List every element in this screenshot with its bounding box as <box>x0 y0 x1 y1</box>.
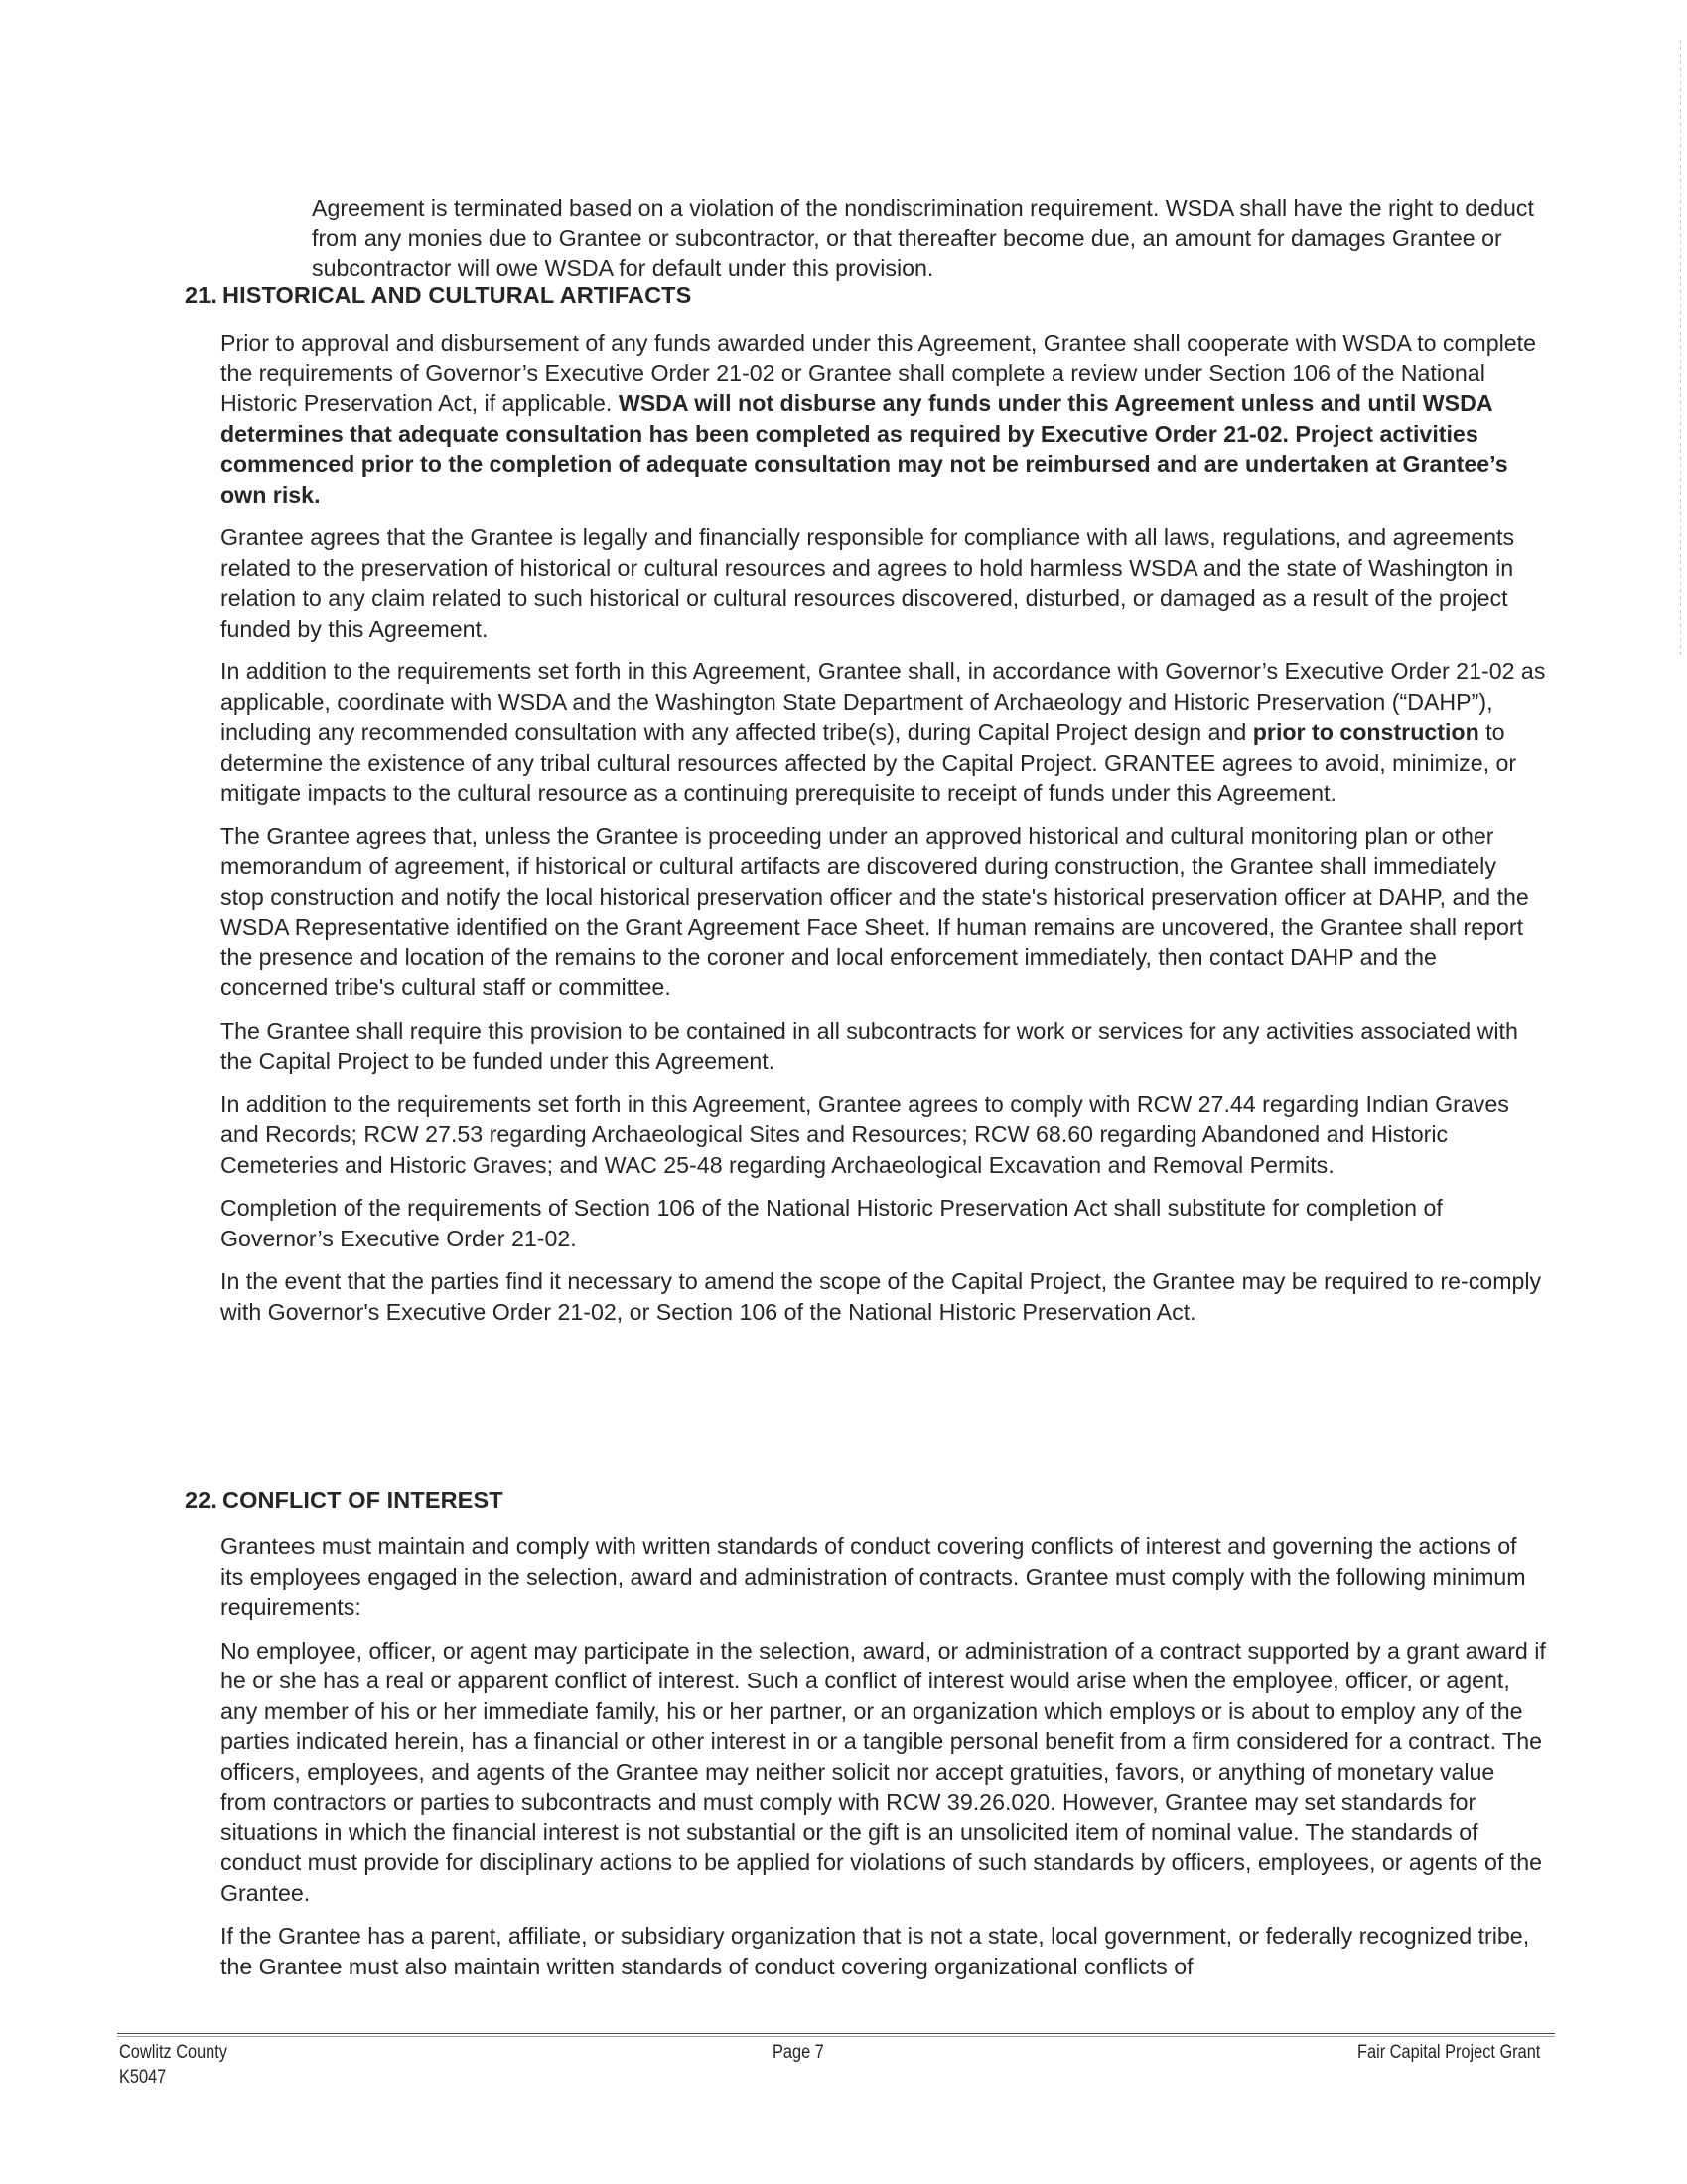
footer-divider <box>117 2033 1555 2034</box>
paragraph-text: In addition to the requirements set forth in this Agreement, Grantee shall, in accordance with Governor’s Executive Order 21-02 as applicable, coordinate with WSDA and the Washington State Department of Archaeology and Historic Preservation (“DAHP”), including any recommended consultation with any affected tribe(s), during Capital Project design and <box>220 658 1546 745</box>
section-22-body <box>220 1531 1546 1994</box>
paragraph-text: to determine the existence of any tribal cultural resources affected by the Capital Project. GRANTEE agrees to avoid, minimize, or mitigate impacts to the cultural resource as a continuing prerequisite to receipt of funds under this Agreement. <box>220 719 1517 805</box>
section-22-heading <box>185 1485 503 1515</box>
section-22-title: CONFLICT OF INTEREST <box>222 1487 503 1513</box>
footer-page-number: Page 7 <box>773 2042 824 2063</box>
section-21-paragraph-5: The Grantee shall require this provision to be contained in all subcontracts for work or services for any activities associated with the Capital Project to be funded under this Agreement. <box>220 1017 1518 1074</box>
footer-divider-secondary <box>117 2036 1555 2037</box>
section-21-paragraph-1 <box>220 328 1546 510</box>
section-21-heading <box>185 280 691 310</box>
section-22-paragraph-2: No employee, officer, or agent may participate in the selection, award, or administration of a contract supported by a grant award if he or she has a real or apparent conflict of interest. Such a conflict of interest would arise when the employee, officer, or agent, any member of his or her immediate family, his or her partner, or an organization which employs or is about to employ any of the parties indicated herein, has a financial or other interest in or a tangible personal benefit from a firm considered for a contract. The officers, employees, and agents of the Grantee may neither solicit nor accept gratuities, favors, or anything of monetary value from contractors or parties to subcontracts and must comply with RCW 39.26.020. However, Grantee may set standards for situations in which the financial interest is not substantial or the gift is an unsolicited item of nominal value. The standards of conduct must provide for disciplinary actions to be applied for violations of such standards by officers, employees, or agents of the Grantee. <box>220 1637 1546 1906</box>
section-21-paragraph-7: Completion of the requirements of Section 106 of the National Historic Preservation Act shall substitute for completion of Governor’s Executive Order 21-02. <box>220 1195 1443 1251</box>
section-21-paragraph-2: Grantee agrees that the Grantee is legally and financially responsible for compliance with all laws, regulations, and agreements related to the preservation of historical or cultural resources and agrees to hold harmless WSDA and the state of Washington in relation to any claim related to such historical or cultural resources discovered, disturbed, or damaged as a result of the project funded by this Agreement. <box>220 524 1515 642</box>
footer-left <box>119 2040 227 2090</box>
section-22-number: 22. <box>185 1487 217 1513</box>
section-21-body <box>220 328 1546 1340</box>
bold-phrase: prior to construction <box>1252 719 1479 745</box>
section-21-paragraph-6: In addition to the requirements set forth in this Agreement, Grantee agrees to comply with RCW 27.44 regarding Indian Graves and Records; RCW 27.53 regarding Archaeological Sites and Resources; RCW 68.60 regarding Abandoned and Historic Cemeteries and Historic Graves; and WAC 25-48 regarding Archaeological Excavation and Removal Permits. <box>220 1091 1509 1178</box>
footer-contract-number: K5047 <box>119 2067 167 2088</box>
scan-edge-mark <box>1680 40 1681 655</box>
footer-county: Cowlitz County <box>119 2042 227 2063</box>
section-21-number: 21. <box>185 282 217 308</box>
section-22-paragraph-1: Grantees must maintain and comply with written standards of conduct covering conflicts of interest and governing the actions of its employees engaged in the selection, award and administration of contracts. Grantee must comply with the following minimum requirements: <box>220 1533 1526 1620</box>
continuation-paragraph: Agreement is terminated based on a violation of the nondiscrimination requirement. WSDA shall have the right to deduct from any monies due to Grantee or subcontractor, or that thereafter become due, an amount for damages Grantee or subcontractor will owe WSDA for default under this provision. <box>312 195 1534 282</box>
section-21-paragraph-3 <box>220 656 1546 808</box>
section-21-paragraph-4: The Grantee agrees that, unless the Grantee is proceeding under an approved historical and cultural monitoring plan or other memorandum of agreement, if historical or cultural artifacts are discovered during construction, the Grantee shall immediately stop construction and notify the local historical preservation officer and the state's historical preservation officer at DAHP, and the WSDA Representative identified on the Grant Agreement Face Sheet. If human remains are uncovered, the Grantee shall report the presence and location of the remains to the coroner and local enforcement immediately, then contact DAHP and the concerned tribe's cultural staff or committee. <box>220 822 1529 1000</box>
bold-notice: WSDA will not disburse any funds under this Agreement unless and until WSDA determines that adequate consultation has been completed as required by Executive Order 21-02. Project activities commenced prior to the completion of adequate consultation may not be reimbursed and are undertaken at Grantee’s own risk. <box>220 390 1508 508</box>
footer-grant-title: Fair Capital Project Grant <box>1357 2042 1541 2063</box>
section-21-paragraph-8: In the event that the parties find it necessary to amend the scope of the Capital Project, the Grantee may be required to re-comply with Governor's Executive Order 21-02, or Section 106 of the National Historic Preservation Act. <box>220 1268 1542 1325</box>
paragraph-text: Prior to approval and disbursement of any funds awarded under this Agreement, Grantee shall cooperate with WSDA to complete the requirements of Governor’s Executive Order 21-02 or Grantee shall complete a review under Section 106 of the National Historic Preservation Act, if applicable. <box>220 330 1536 416</box>
section-22-paragraph-3: If the Grantee has a parent, affiliate, or subsidiary organization that is not a state, local government, or federally recognized tribe, the Grantee must also maintain written standards of conduct covering organizational conflicts of <box>220 1923 1530 1979</box>
section-21-title: HISTORICAL AND CULTURAL ARTIFACTS <box>222 282 692 308</box>
